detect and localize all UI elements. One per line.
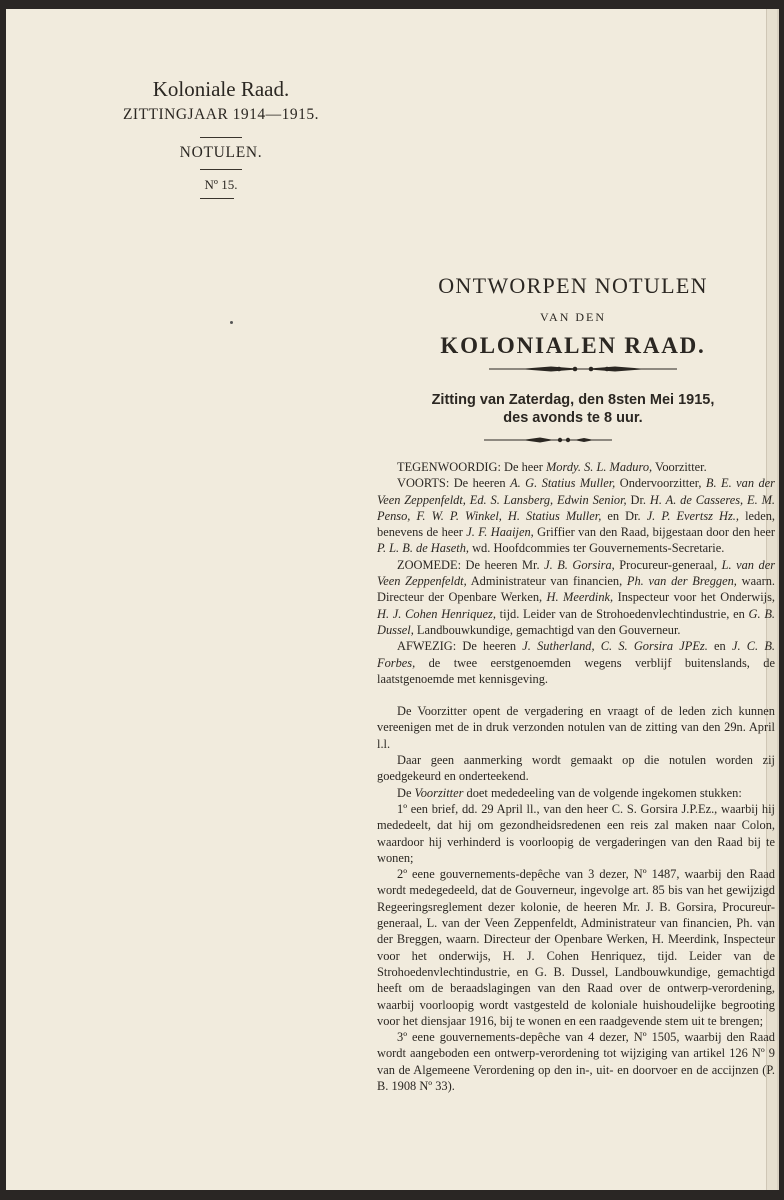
item-3-paragraph: 3º eene gouvernements-depêche van 4 dezer, Nº 1505, waarbij den Raad wordt aangeboden een ontwerp-verordening tot wijziging van artikel 126 Nº 9 van de Algemeene Verordening op den in-, uit- en doorvoer en de accijnzen (P. B. 1908 Nº 33). [377,1030,775,1093]
ornament-divider [489,364,677,374]
opening-paragraph: De Voorzitter opent de vergadering en vraagt of de leden zich kunnen vereenigen met de in druk verzonden notulen van de zitting van den 29n. April l.l. [377,704,775,751]
minutes-body [377,459,775,1094]
likewise-paragraph: ZOOMEDE: De heeren Mr. J. B. Gorsira, Procureur-generaal, L. van der Veen Zeppenfeldt, Administrateur van financien, Ph. van der Breggen, waarn. Directeur der Openbare Werken, H. Meerdink, Inspecteur voor het Onderwijs, H. J. Cohen Henriquez, tijd. Leider van de Strohoedenvlechtindustrie, en G. B. Dussel, Landbouwkundige, gemachtigd van den Gouverneur. [377,557,776,637]
item-1-paragraph: 1º een brief, dd. 29 April ll., van den heer C. S. Gorsira J.P.Ez., waarbij hij mededeelt, dat hij om gezondheidsredenen een reis zal maken naar Colon, waardoor hij verhinderd is voorloopig de vergaderingen van den Raad bij te wonen; [377,801,775,865]
header-rule [200,169,242,170]
session-year: ZITTINGJAAR 1914—1915. [122,106,320,123]
council-name: Koloniale Raad. [152,77,290,101]
session-date: Zitting van Zaterdag, den 8sten Mei 1915, [431,392,715,408]
header-rule [200,198,234,199]
document-page [6,9,779,1190]
session-time: des avonds te 8 uur. [503,410,643,426]
header-rule [200,137,242,138]
minutes-label: NOTULEN. [179,144,263,161]
item-2-paragraph: 2º eene gouvernements-depêche van 3 dezer, Nº 1487, waarbij den Raad wordt medegedeeld, dat de Gouverneur, ingevolge art. 85 bis van het gewijzigd Regeeringsreglement dezer kolonie, de heeren Mr. J. B. Gorsira, Procureur-generaal, L. van der Veen Zeppenfeldt, Administrateur van financien, Ph. van der Breggen, waarn. Directeur der Openbare Werken, H. Meerdink, Inspecteur voor het onderwijs, H. J. Cohen Henriquez, tijd. Leider van de Strohoedenvlechtindustrie, en G. B. Dussel, Landbouwkundige, gemachtigd heeft om de beraadslagingen van den Raad over de ontwerp-verordening, waarbij voorloopig wordt vastgesteld de koloniale huishoudelijke begrooting voor het diensjaar 1916, bij te wonen en een raadgevende stem uit te brengen; [377,867,775,1028]
also-present-paragraph: VOORTS: De heeren A. G. Statius Muller, Ondervoorzitter, B. E. van der Veen Zeppenfeldt, Ed. S. Lansberg, Edwin Senior, Dr. H. A. de Casseres, E. M. Penso, F. W. P. Winkel, H. Statius Muller, en Dr. J. P. Evertsz Hz., leden, benevens de heer J. F. Haaijen, Griffier van den Raad, bijgestaan door den heer P. L. B. de Haseth, wd. Hoofdcommies ter Gouvernements-Secretarie. [377,476,775,556]
present-paragraph: TEGENWOORDIG: De heer Mordy. S. L. Maduro, Voorzitter. [397,460,707,474]
title-line-1: ONTWORPEN NOTULEN [438,273,708,298]
title-line-3: KOLONIALEN RAAD. [440,333,706,358]
announcement-paragraph: De Voorzitter doet mededeeling van de volgende ingekomen stukken: [397,785,742,800]
absent-paragraph: AFWEZIG: De heeren J. Sutherland, C. S. Gorsira JPEz. en J. C. B. Forbes, de twee eerstgenoemden wegens verblijf buitenslands, de laatstgenoemde met kennisgeving. [377,639,775,686]
approval-paragraph: Daar geen aanmerking wordt gemaakt op die notulen worden zij goedgekeurd en onderteekend. [377,753,775,784]
issue-number: Nº 15. [204,177,238,192]
ornament-divider-small [484,435,612,445]
title-line-2: VAN DEN [539,310,607,324]
page-speck [230,321,233,324]
